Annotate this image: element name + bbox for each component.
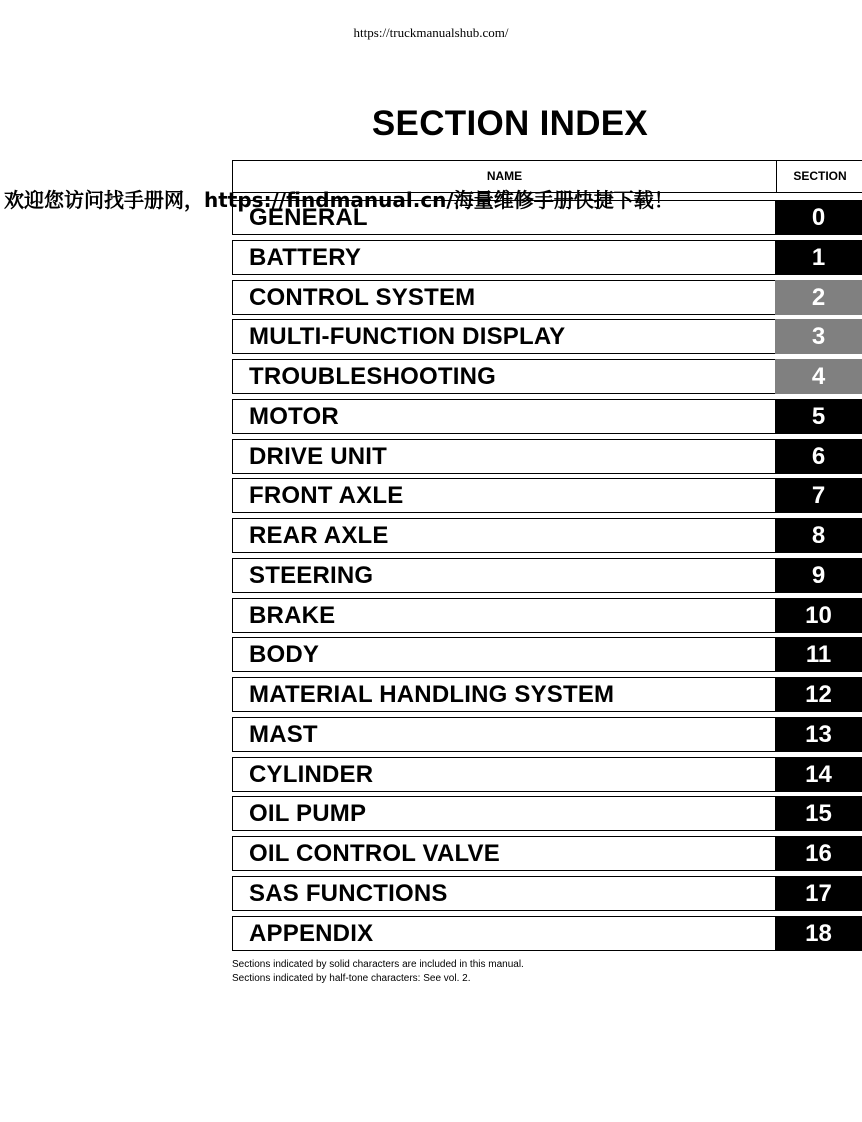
section-name: MAST: [249, 720, 318, 748]
section-number-tab[interactable]: 2: [775, 280, 862, 315]
section-name: OIL CONTROL VALVE: [249, 840, 500, 867]
section-index-table: [232, 200, 862, 955]
section-number-tab[interactable]: 5: [775, 399, 862, 434]
section-row[interactable]: [232, 558, 862, 593]
section-row[interactable]: [232, 876, 862, 911]
footnote-halftone: Sections indicated by half-tone characters: See vol. 2.: [232, 973, 471, 984]
section-row[interactable]: [232, 757, 862, 792]
section-name: SAS FUNCTIONS: [249, 879, 448, 907]
watermark-text: 欢迎您访问找手册网，https://findmanual.cn/海量维修手册快捷下载！: [4, 188, 674, 212]
section-name: BRAKE: [249, 601, 336, 629]
section-number-tab[interactable]: 11: [775, 637, 862, 672]
section-name: BATTERY: [249, 243, 362, 271]
section-name: STEERING: [249, 561, 374, 589]
section-number-tab[interactable]: 15: [775, 796, 862, 831]
section-number-tab[interactable]: 3: [775, 319, 862, 354]
section-name: MULTI-FUNCTION DISPLAY: [249, 323, 566, 351]
section-name: DRIVE UNIT: [249, 442, 388, 470]
section-number-tab[interactable]: 1: [775, 240, 862, 275]
section-row[interactable]: [232, 677, 862, 712]
footnotes: [232, 958, 524, 986]
section-number-tab[interactable]: 18: [775, 916, 862, 951]
section-name: GENERAL: [249, 204, 368, 231]
section-name: APPENDIX: [249, 919, 374, 947]
section-row[interactable]: [232, 319, 862, 354]
section-name: MOTOR: [249, 402, 339, 430]
section-row[interactable]: [232, 598, 862, 633]
section-number-tab[interactable]: 12: [775, 677, 862, 712]
section-row[interactable]: [232, 796, 862, 831]
section-row[interactable]: [232, 836, 862, 871]
section-row[interactable]: [232, 240, 862, 275]
section-number-tab[interactable]: 14: [775, 757, 862, 792]
section-number-tab[interactable]: 6: [775, 439, 862, 474]
section-name: CYLINDER: [249, 760, 374, 788]
section-name: OIL PUMP: [249, 800, 367, 828]
section-name: REAR AXLE: [249, 522, 389, 549]
section-row[interactable]: [232, 478, 862, 513]
section-number-tab[interactable]: 10: [775, 598, 862, 633]
page-title: SECTION INDEX: [371, 104, 649, 143]
section-name: BODY: [249, 641, 320, 669]
section-row[interactable]: [232, 637, 862, 672]
footnote-solid: Sections indicated by solid characters are included in this manual.: [232, 959, 524, 970]
section-number-tab[interactable]: 9: [775, 558, 862, 593]
section-row[interactable]: [232, 518, 862, 553]
section-row[interactable]: [232, 916, 862, 951]
section-name: MATERIAL HANDLING SYSTEM: [249, 681, 615, 708]
section-row[interactable]: [232, 439, 862, 474]
section-number-tab[interactable]: 4: [775, 359, 862, 394]
header-url[interactable]: https://truckmanualshub.com/: [353, 25, 509, 40]
section-number-tab[interactable]: 17: [775, 876, 862, 911]
section-name: FRONT AXLE: [249, 482, 404, 510]
section-number-tab[interactable]: 8: [775, 518, 862, 553]
column-header-section: SECTION: [776, 161, 862, 192]
section-row[interactable]: [232, 280, 862, 315]
section-row[interactable]: [232, 717, 862, 752]
section-name: CONTROL SYSTEM: [249, 283, 476, 311]
section-row[interactable]: [232, 359, 862, 394]
section-number-tab[interactable]: 7: [775, 478, 862, 513]
column-header-name: NAME: [486, 169, 523, 183]
section-name: TROUBLESHOOTING: [249, 363, 496, 390]
section-number-tab[interactable]: 0: [775, 200, 862, 235]
section-number-tab[interactable]: 13: [775, 717, 862, 752]
section-row[interactable]: [232, 399, 862, 434]
section-number-tab[interactable]: 16: [775, 836, 862, 871]
